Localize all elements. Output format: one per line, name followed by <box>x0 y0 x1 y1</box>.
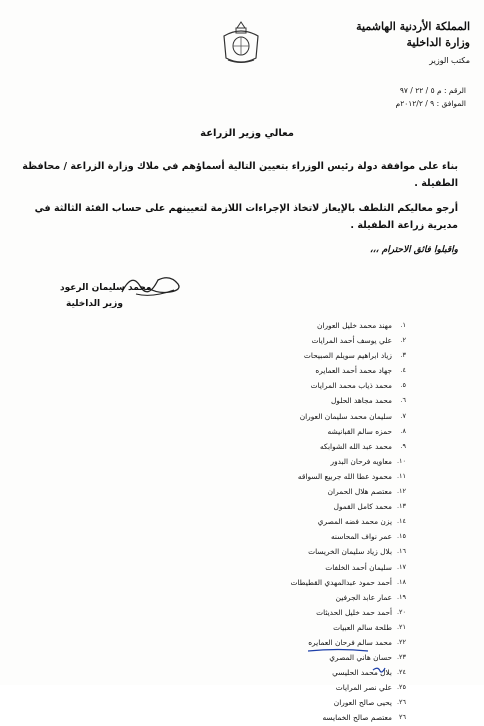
list-item-number: ٤. <box>400 366 406 375</box>
list-item-number: ٢١. <box>396 622 406 631</box>
paragraph-1: بناء على موافقة دولة رئيس الوزراء بتعيين التالية أسماؤهم في ملاك وزارة الزراعة / محافظة الطفيلة . <box>22 161 458 189</box>
reference-number: الرقم : م ٥ / ٢٢ / ٩٧ <box>399 86 466 95</box>
list-item <box>280 695 406 710</box>
ministry-title: وزارة الداخلية <box>406 36 470 49</box>
list-item <box>280 348 406 363</box>
list-item-name: سليمان محمد سليمان العوران <box>299 411 392 421</box>
list-item <box>280 439 406 454</box>
list-item-name: محمد مجاهد الحلول <box>330 396 392 406</box>
list-item-name: محمد عبد الله الشوابكه <box>319 441 392 451</box>
list-item-number: ١٣. <box>396 502 406 511</box>
list-item-number: ٢٦. <box>396 698 406 707</box>
list-item-name: عمر نواف المحاسنه <box>330 532 392 542</box>
list-item <box>280 393 406 408</box>
appointees-list <box>280 318 406 726</box>
list-item-name: زياد ابراهيم سويلم الصبيحات <box>303 351 392 361</box>
list-item-number: ١٥. <box>396 532 406 541</box>
list-item-name: علي يوسف أحمد المرايات <box>311 336 392 346</box>
list-item-number: ٢٠. <box>396 607 406 616</box>
list-item-number: ٧. <box>400 411 406 420</box>
list-item <box>280 514 406 529</box>
list-item-name: عمار عابد الجرفين <box>335 592 392 602</box>
list-item-number: ٢٦ <box>399 713 406 722</box>
list-item <box>280 575 406 590</box>
list-item <box>280 680 406 695</box>
list-item-number: ٨. <box>400 426 406 435</box>
list-item-name: حسان هاني المصري <box>329 653 392 663</box>
list-item-number: ١٤. <box>396 517 406 526</box>
list-item-name: أحمد حمود عبدالمهدي القطيطات <box>290 577 392 587</box>
list-item-name: معاويه فرحان البدور <box>330 456 392 466</box>
addressee: معالي وزير الزراعة <box>200 128 294 139</box>
list-item-name: علي نصر المرايات <box>335 683 392 693</box>
list-item-number: ١٨. <box>396 577 406 586</box>
list-item-name: مهند محمد خليل العوران <box>317 321 392 330</box>
list-item-number: ١٦. <box>396 547 406 556</box>
list-item-number: ٢. <box>400 336 406 345</box>
list-item <box>280 454 406 469</box>
list-item-number: ١٢. <box>396 487 406 496</box>
signatory-title: وزير الداخلية <box>66 299 123 309</box>
signatory-name: محمد سليمان الرعود <box>60 283 152 293</box>
reference-date: الموافق : ٩ / ٢٠١٢/٢م <box>395 99 466 108</box>
list-item-number: ٢٣. <box>396 653 406 662</box>
list-item-number: ٦. <box>400 396 406 405</box>
list-item-number: ١٠. <box>396 456 406 465</box>
list-item <box>280 333 406 348</box>
list-item-name: محمد كامل القمول <box>333 502 392 512</box>
strikethrough-mark <box>308 648 368 653</box>
list-item-number: ٥. <box>400 381 406 390</box>
list-item <box>280 529 406 544</box>
list-item <box>280 318 406 333</box>
list-item-number: ٩. <box>400 441 406 450</box>
list-item-number: ١٧. <box>396 562 406 571</box>
list-item <box>280 560 406 575</box>
list-item-number: ١١. <box>396 471 406 480</box>
list-item <box>280 590 406 605</box>
list-item-number: ٢٥. <box>396 683 406 692</box>
list-item-name: يزن محمد فضه المصري <box>317 517 392 527</box>
list-item <box>280 620 406 635</box>
list-item <box>280 544 406 559</box>
list-item-name: محمد سالم فرحان العمايره <box>308 637 392 647</box>
list-item-name: بلال زياد سليمان الخريسات <box>308 547 392 557</box>
list-item-number: ١. <box>400 321 406 329</box>
list-item <box>280 710 406 725</box>
list-item-name: سليمان أحمد الخلفات <box>325 562 392 572</box>
paragraph-2: أرجو معاليكم التلطف بالإيعاز لاتخاذ الإجراءات اللازمة لتعيينهم على حساب الفئة الثالثة في مديرية زراعة الطفيلة . <box>34 203 458 231</box>
list-item-name: يحيى صالح العوران <box>333 698 392 708</box>
list-item-name: طلحة سالم العبيات <box>333 622 392 632</box>
list-item-name: معتصم هلال الحمران <box>327 487 392 497</box>
list-item-name: محمود عطا الله جربيع السواقه <box>297 471 392 481</box>
office-title: مكتب الوزير <box>429 56 470 65</box>
list-item-name: أحمد حمد خليل الحديثات <box>316 607 392 617</box>
list-item-name: محمد ذياب محمد المرايات <box>310 381 392 391</box>
list-item <box>280 363 406 378</box>
list-item-number: ٢٤. <box>396 668 406 677</box>
closing-line: واقبلوا فائق الاحترام ،،، <box>369 245 458 255</box>
list-item <box>280 484 406 499</box>
list-item-name: بلال محمد الحليسي <box>332 668 392 678</box>
list-item <box>280 469 406 484</box>
list-item-name: حمزه سالم القبانيشه <box>327 426 392 436</box>
list-item <box>280 605 406 620</box>
reference-block <box>396 84 466 110</box>
handwritten-tick-mark <box>372 666 386 674</box>
list-item-number: ٣. <box>400 351 406 360</box>
list-item-number: ١٩. <box>396 592 406 601</box>
coat-of-arms-emblem <box>218 18 264 68</box>
kingdom-title: المملكة الأردنية الهاشمية <box>356 20 470 33</box>
list-item <box>280 378 406 393</box>
list-item-name: جهاد محمد أحمد العمايره <box>315 366 392 376</box>
list-item-number: ٢٢. <box>396 637 406 646</box>
list-item <box>280 409 406 424</box>
letterhead <box>350 20 470 65</box>
list-item <box>280 424 406 439</box>
list-item <box>280 499 406 514</box>
list-item-name: معتصم صالح الخمايسه <box>322 713 392 723</box>
